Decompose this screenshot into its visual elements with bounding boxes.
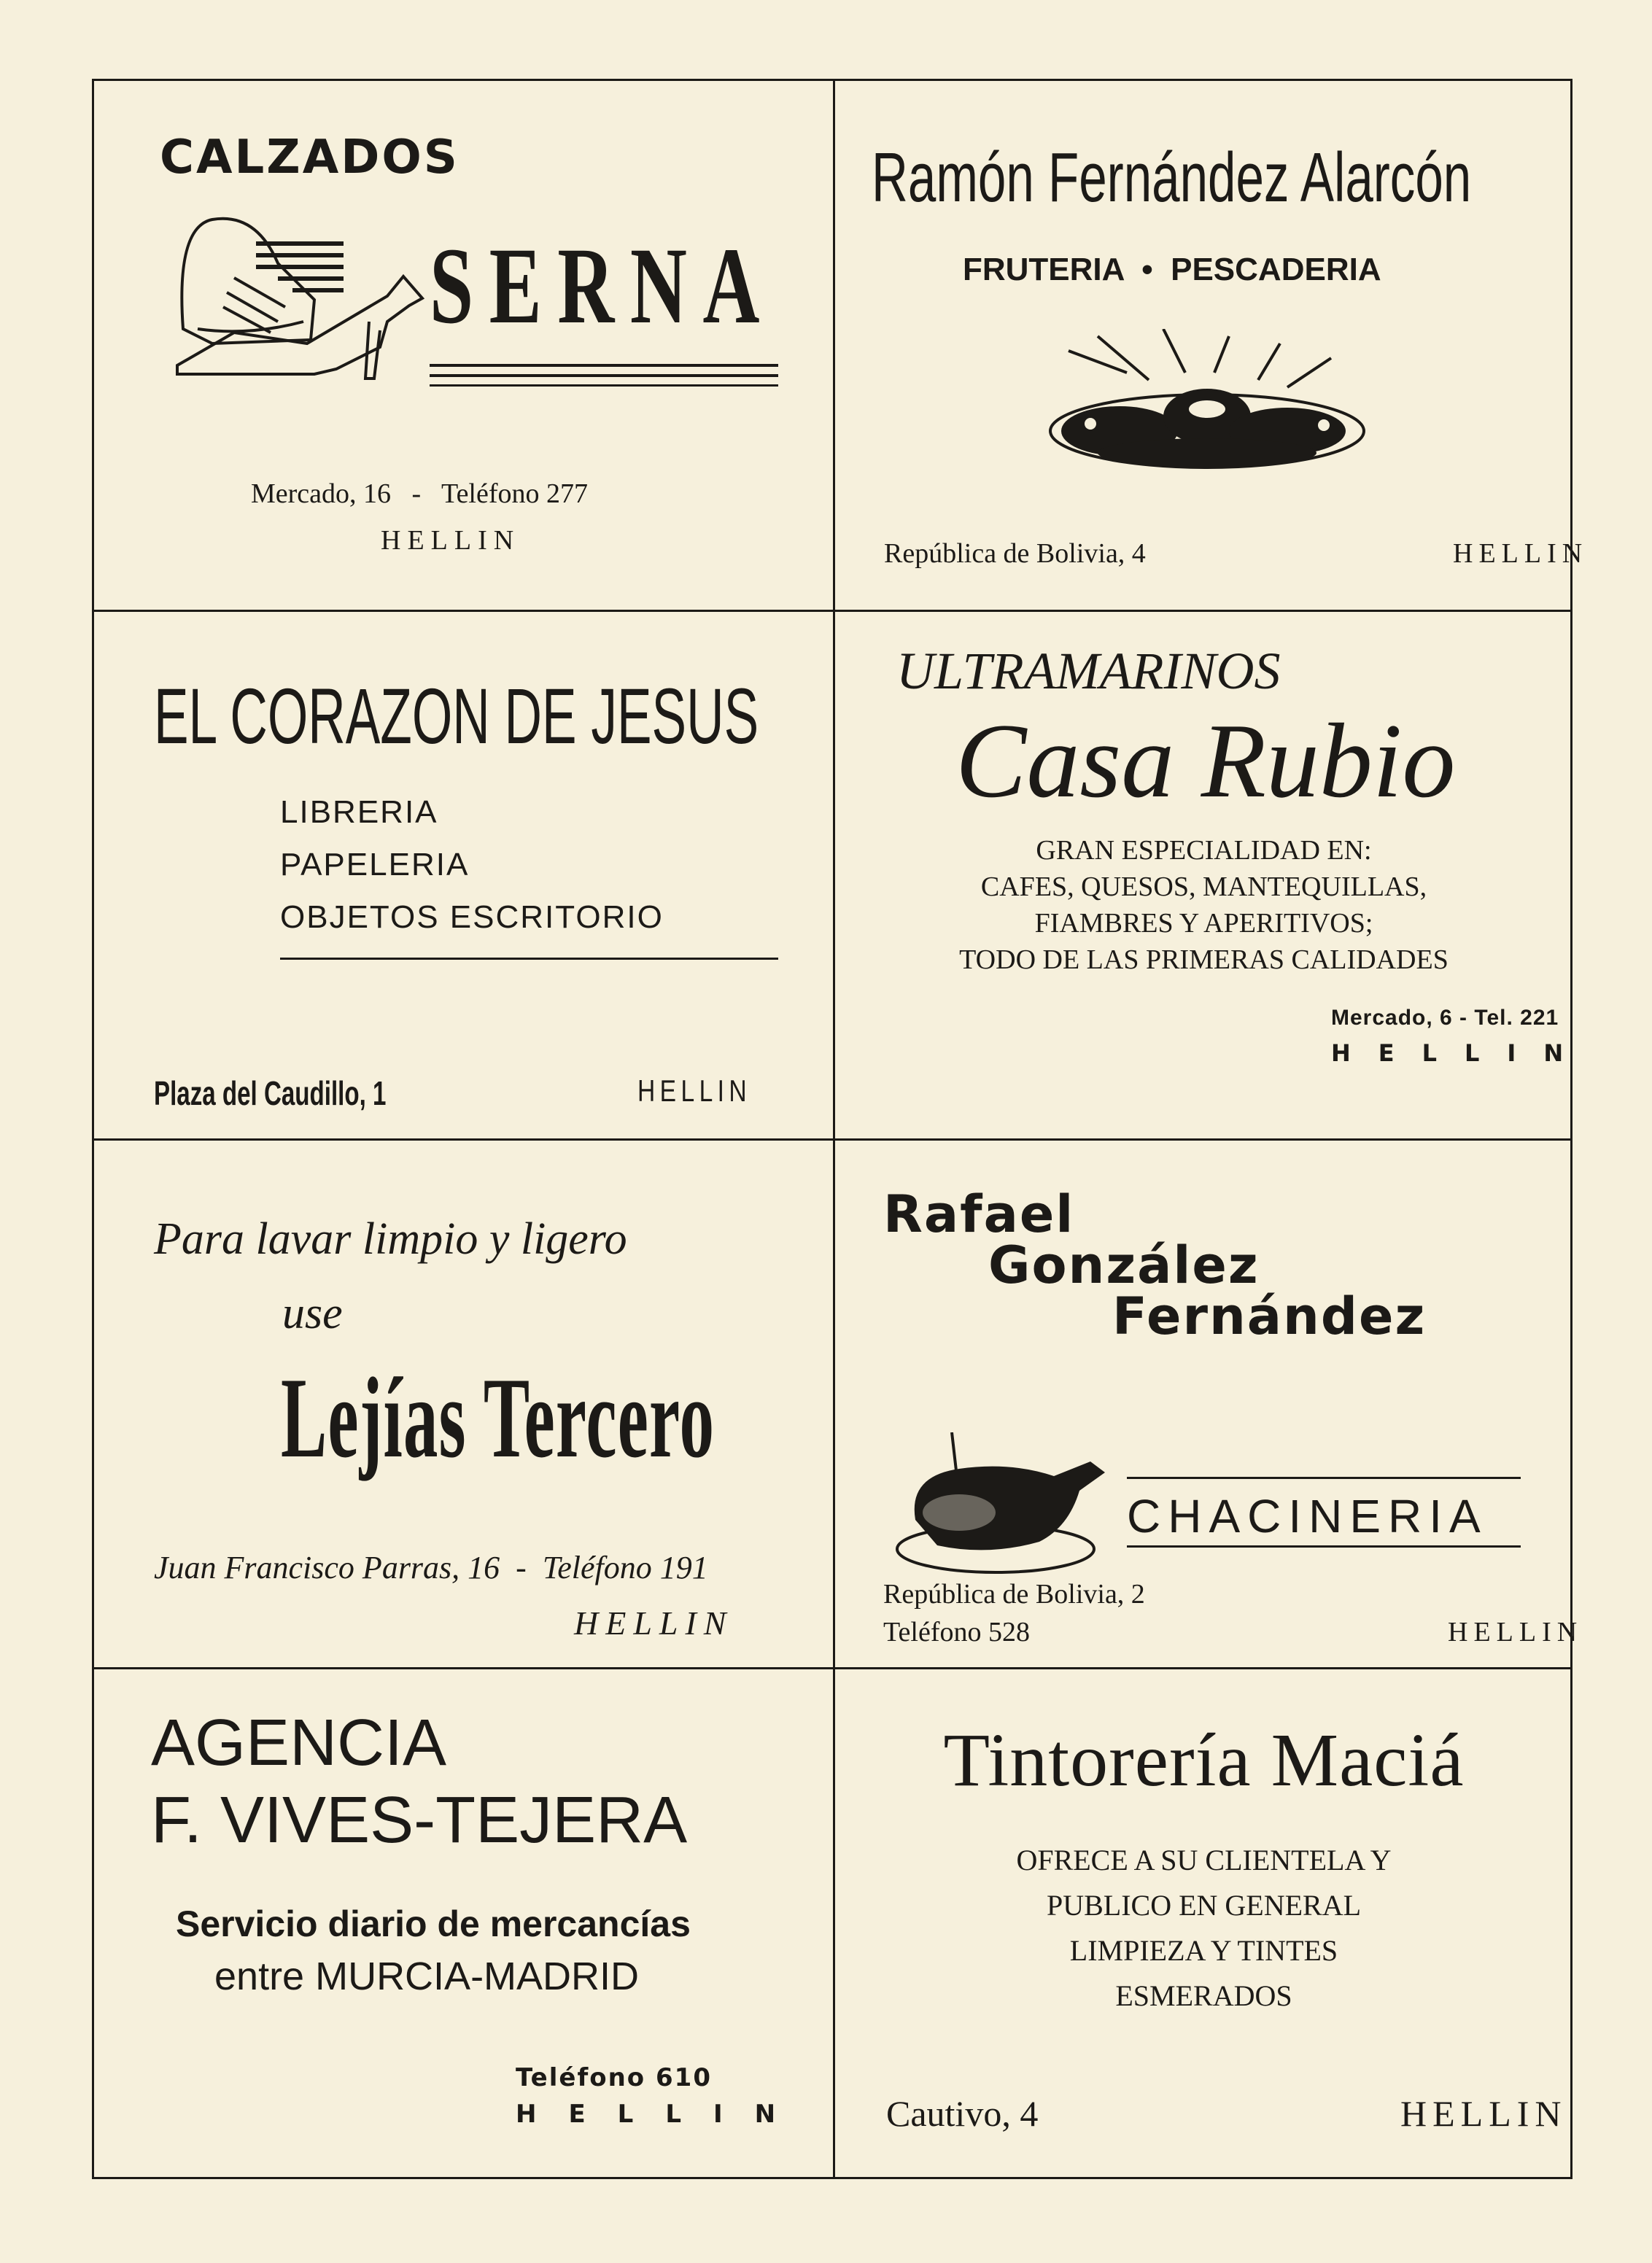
line-libreria: LIBRERIA bbox=[280, 794, 438, 830]
business-name: EL CORAZON DE JESUS bbox=[154, 672, 759, 760]
offer-line: LIMPIEZA Y TINTES bbox=[1069, 1934, 1338, 1967]
address: República de Bolivia, 4 bbox=[884, 538, 1146, 569]
line-papeleria: PAPELERIA bbox=[280, 847, 470, 882]
city: HELLIN bbox=[1331, 1039, 1591, 1067]
city: HELLIN bbox=[516, 2100, 808, 2129]
offer-line: PUBLICO EN GENERAL bbox=[1046, 1889, 1362, 1922]
agency-name: F. VIVES-TEJERA bbox=[151, 1784, 688, 1857]
ad-casa-rubio bbox=[835, 612, 1591, 1138]
ad-agencia-vives bbox=[94, 1669, 833, 2179]
ad-calzados-serna bbox=[94, 81, 833, 610]
specialty-line: TODO DE LAS PRIMERAS CALIDADES bbox=[959, 944, 1449, 975]
brand-name: Lejías Tercero bbox=[281, 1354, 716, 1482]
name-first: Rafael bbox=[883, 1184, 1075, 1244]
trade: CHACINERIA bbox=[1127, 1490, 1488, 1542]
ad-rafael-gonzalez bbox=[835, 1141, 1583, 1667]
divider bbox=[430, 384, 778, 387]
agency-title: AGENCIA bbox=[151, 1707, 447, 1779]
city: HELLIN bbox=[574, 1604, 734, 1642]
divider bbox=[1127, 1545, 1521, 1548]
service-line: Servicio diario de mercancías bbox=[176, 1903, 691, 1944]
shoe-icon bbox=[168, 212, 446, 391]
ham-icon bbox=[893, 1432, 1112, 1578]
divider bbox=[430, 374, 778, 377]
brand-name: SERNA bbox=[430, 225, 776, 346]
offer-line: OFRECE A SU CLIENTELA Y bbox=[1016, 1844, 1392, 1876]
fish-icon bbox=[1039, 329, 1375, 475]
slogan-use: use bbox=[282, 1289, 343, 1338]
city: HELLIN bbox=[1453, 538, 1589, 569]
name-middle: González bbox=[988, 1235, 1260, 1295]
address: Mercado, 6 - Tel. 221 bbox=[1331, 1006, 1559, 1030]
address: Plaza del Caudillo, 1 bbox=[154, 1074, 387, 1112]
name-last: Fernández bbox=[1112, 1286, 1427, 1346]
business-name: Casa Rubio bbox=[955, 702, 1456, 820]
address: República de Bolivia, 2 bbox=[883, 1579, 1145, 1610]
specialty-line: FIAMBRES Y APERITIVOS; bbox=[1034, 908, 1373, 939]
offer-line: ESMERADOS bbox=[1115, 1979, 1292, 2012]
city: HELLIN bbox=[381, 525, 521, 556]
ad-lejias-tercero bbox=[94, 1141, 833, 1667]
specialty-line: CAFES, QUESOS, MANTEQUILLAS, bbox=[980, 872, 1427, 902]
divider bbox=[430, 364, 778, 367]
divider bbox=[1127, 1477, 1521, 1479]
brand-title: CALZADOS bbox=[160, 131, 459, 185]
services: FRUTERIA • PESCADERIA bbox=[963, 252, 1381, 287]
address: Juan Francisco Parras, 16 - Teléfono 191 bbox=[154, 1550, 708, 1585]
ad-ramon-fernandez bbox=[835, 81, 1589, 610]
city: HELLIN bbox=[1400, 2093, 1567, 2134]
route-line: entre MURCIA-MADRID bbox=[214, 1955, 640, 1998]
divider bbox=[280, 958, 778, 960]
phone: Teléfono 528 bbox=[883, 1617, 1031, 1647]
heading: ULTRAMARINOS bbox=[896, 642, 1281, 700]
ad-tintoreria-macia bbox=[835, 1669, 1572, 2179]
slogan: Para lavar limpio y ligero bbox=[154, 1214, 627, 1264]
address: Cautivo, 4 bbox=[886, 2093, 1039, 2134]
city: HELLIN bbox=[1448, 1617, 1583, 1647]
address: Mercado, 16 - Teléfono 277 bbox=[251, 478, 589, 509]
phone: Teléfono 610 bbox=[516, 2063, 712, 2092]
ad-corazon-de-jesus bbox=[94, 612, 833, 1138]
ad-grid bbox=[92, 79, 1591, 2179]
business-name: Tintorería Maciá bbox=[943, 1718, 1465, 1802]
line-objetos: OBJETOS ESCRITORIO bbox=[280, 899, 664, 935]
business-name: Ramón Fernández Alarcón bbox=[872, 139, 1472, 217]
city: HELLIN bbox=[637, 1074, 752, 1108]
specialty-line: GRAN ESPECIALIDAD EN: bbox=[1036, 835, 1372, 866]
